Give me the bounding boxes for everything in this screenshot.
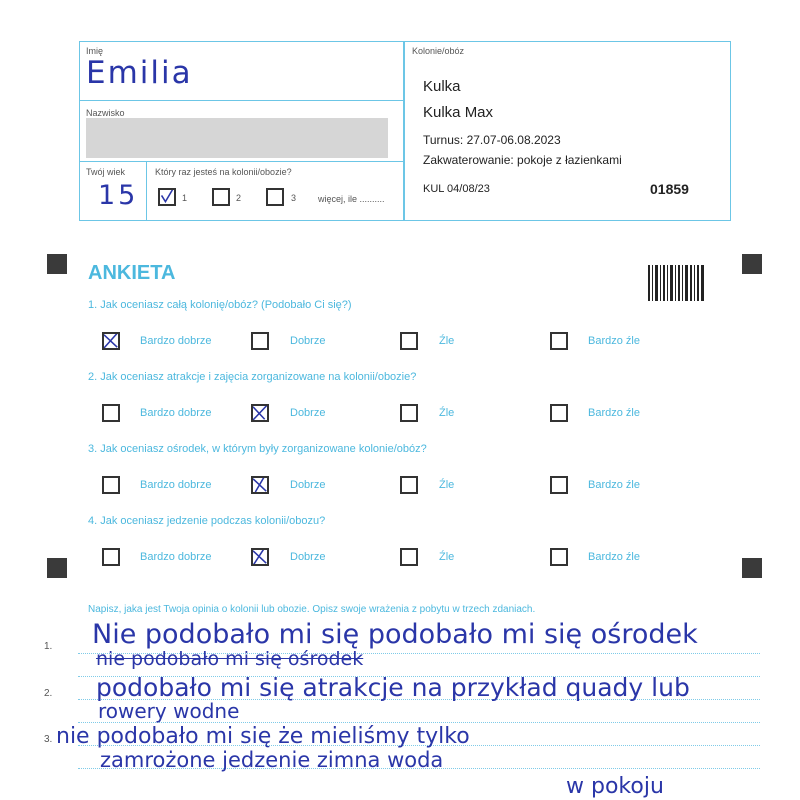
q1-option-bardzo-zle: Bardzo źle <box>588 335 640 347</box>
q2-option-bardzo-zle: Bardzo źle <box>588 407 640 419</box>
q2-option-zle: Źle <box>439 407 455 419</box>
line-number-2: 2. <box>44 688 53 699</box>
handwritten-line-3c[interactable]: w pokoju <box>566 774 664 799</box>
q3-option-dobrze: Dobrze <box>290 479 326 491</box>
q3-option-bardzo-dobrze: Bardzo dobrze <box>140 479 212 491</box>
q2-checkbox-bardzo-zle[interactable] <box>550 404 568 422</box>
q1-option-zle: Źle <box>439 335 455 347</box>
last-name-label: Nazwisko <box>86 108 125 118</box>
opinion-prompt: Napisz, jaka jest Twoja opinia o kolonii lub obozie. Opisz swoje wrażenia z pobytu w trzech zdaniach. <box>88 604 536 615</box>
turnus: Turnus: 27.07-06.08.2023 <box>423 133 561 147</box>
registration-marker <box>742 558 762 578</box>
q3-checkbox-bardzo-dobrze[interactable] <box>102 476 120 494</box>
q3-checkbox-dobrze[interactable] <box>251 476 269 494</box>
q2-option-dobrze: Dobrze <box>290 407 326 419</box>
age-label: Twój wiek <box>86 167 126 177</box>
q3-option-zle: Źle <box>439 479 455 491</box>
form-number: 01859 <box>650 181 689 197</box>
cross-mark-icon <box>104 334 118 348</box>
q1-option-bardzo-dobrze: Bardzo dobrze <box>140 335 212 347</box>
q4-option-bardzo-zle: Bardzo źle <box>588 551 640 563</box>
handwritten-line-2[interactable]: podobało mi się atrakcje na przykład quady lub <box>96 673 690 702</box>
q1-checkbox-bardzo-zle[interactable] <box>550 332 568 350</box>
cross-mark-icon <box>253 478 267 492</box>
question-1: 1. Jak oceniasz całą kolonię/obóz? (Podobało Ci się?) <box>88 299 352 311</box>
q2-checkbox-bardzo-dobrze[interactable] <box>102 404 120 422</box>
first-name-value[interactable]: Emilia <box>86 55 193 91</box>
q4-checkbox-zle[interactable] <box>400 548 418 566</box>
barcode-icon <box>648 265 704 301</box>
cross-mark-icon <box>253 550 267 564</box>
q4-option-zle: Źle <box>439 551 455 563</box>
check-mark-icon <box>160 190 174 204</box>
line-number-1: 1. <box>44 641 53 652</box>
q4-checkbox-bardzo-dobrze[interactable] <box>102 548 120 566</box>
handwritten-line-2b[interactable]: rowery wodne <box>98 699 240 723</box>
q4-option-bardzo-dobrze: Bardzo dobrze <box>140 551 212 563</box>
q3-option-bardzo-zle: Bardzo źle <box>588 479 640 491</box>
q4-checkbox-dobrze[interactable] <box>251 548 269 566</box>
times-option-more: więcej, ile .......... <box>318 194 385 204</box>
times-checkbox-2[interactable] <box>212 188 230 206</box>
q3-checkbox-zle[interactable] <box>400 476 418 494</box>
q4-checkbox-bardzo-zle[interactable] <box>550 548 568 566</box>
survey-title: ANKIETA <box>88 262 176 284</box>
q2-option-bardzo-dobrze: Bardzo dobrze <box>140 407 212 419</box>
divider <box>79 100 404 101</box>
registration-marker <box>47 254 67 274</box>
camp-label: Kolonie/obóz <box>412 46 465 56</box>
camp-name: Kulka <box>423 78 461 95</box>
camp-subname: Kulka Max <box>423 104 494 121</box>
handwritten-line-1b[interactable]: nie podobało mi się ośrodek <box>96 648 364 670</box>
times-checkbox-3[interactable] <box>266 188 284 206</box>
q4-option-dobrze: Dobrze <box>290 551 326 563</box>
divider <box>146 161 147 220</box>
line-number-3: 3. <box>44 734 53 745</box>
first-name-label: Imię <box>86 46 104 56</box>
registration-marker <box>742 254 762 274</box>
divider <box>79 161 404 162</box>
question-3: 3. Jak oceniasz ośrodek, w którym były zorganizowane kolonie/obóz? <box>88 443 427 455</box>
camp-code: KUL 04/08/23 <box>423 183 490 195</box>
q3-checkbox-bardzo-zle[interactable] <box>550 476 568 494</box>
q1-checkbox-dobrze[interactable] <box>251 332 269 350</box>
times-option-1: 1 <box>182 193 188 203</box>
accommodation: Zakwaterowanie: pokoje z łazienkami <box>423 153 622 167</box>
age-value[interactable]: 15 <box>98 180 139 211</box>
times-label: Który raz jesteś na kolonii/obozie? <box>155 167 292 177</box>
question-4: 4. Jak oceniasz jedzenie podczas kolonii/obozu? <box>88 515 326 527</box>
q2-checkbox-zle[interactable] <box>400 404 418 422</box>
q2-checkbox-dobrze[interactable] <box>251 404 269 422</box>
handwritten-line-3b[interactable]: zamrożone jedzenie zimna woda <box>100 748 444 772</box>
q1-checkbox-bardzo-dobrze[interactable] <box>102 332 120 350</box>
q1-checkbox-zle[interactable] <box>400 332 418 350</box>
registration-marker <box>47 558 67 578</box>
handwritten-line-3[interactable]: nie podobało mi się że mieliśmy tylko <box>56 724 470 749</box>
question-2: 2. Jak oceniasz atrakcje i zajęcia zorganizowane na kolonii/obozie? <box>88 371 417 383</box>
handwritten-line-1[interactable]: Nie podobało mi się podobało mi się ośrodek <box>92 619 698 650</box>
times-option-2: 2 <box>236 193 242 203</box>
redacted-last-name <box>86 118 388 158</box>
times-option-3: 3 <box>291 193 297 203</box>
cross-mark-icon <box>253 406 267 420</box>
q1-option-dobrze: Dobrze <box>290 335 326 347</box>
times-checkbox-1[interactable] <box>158 188 176 206</box>
